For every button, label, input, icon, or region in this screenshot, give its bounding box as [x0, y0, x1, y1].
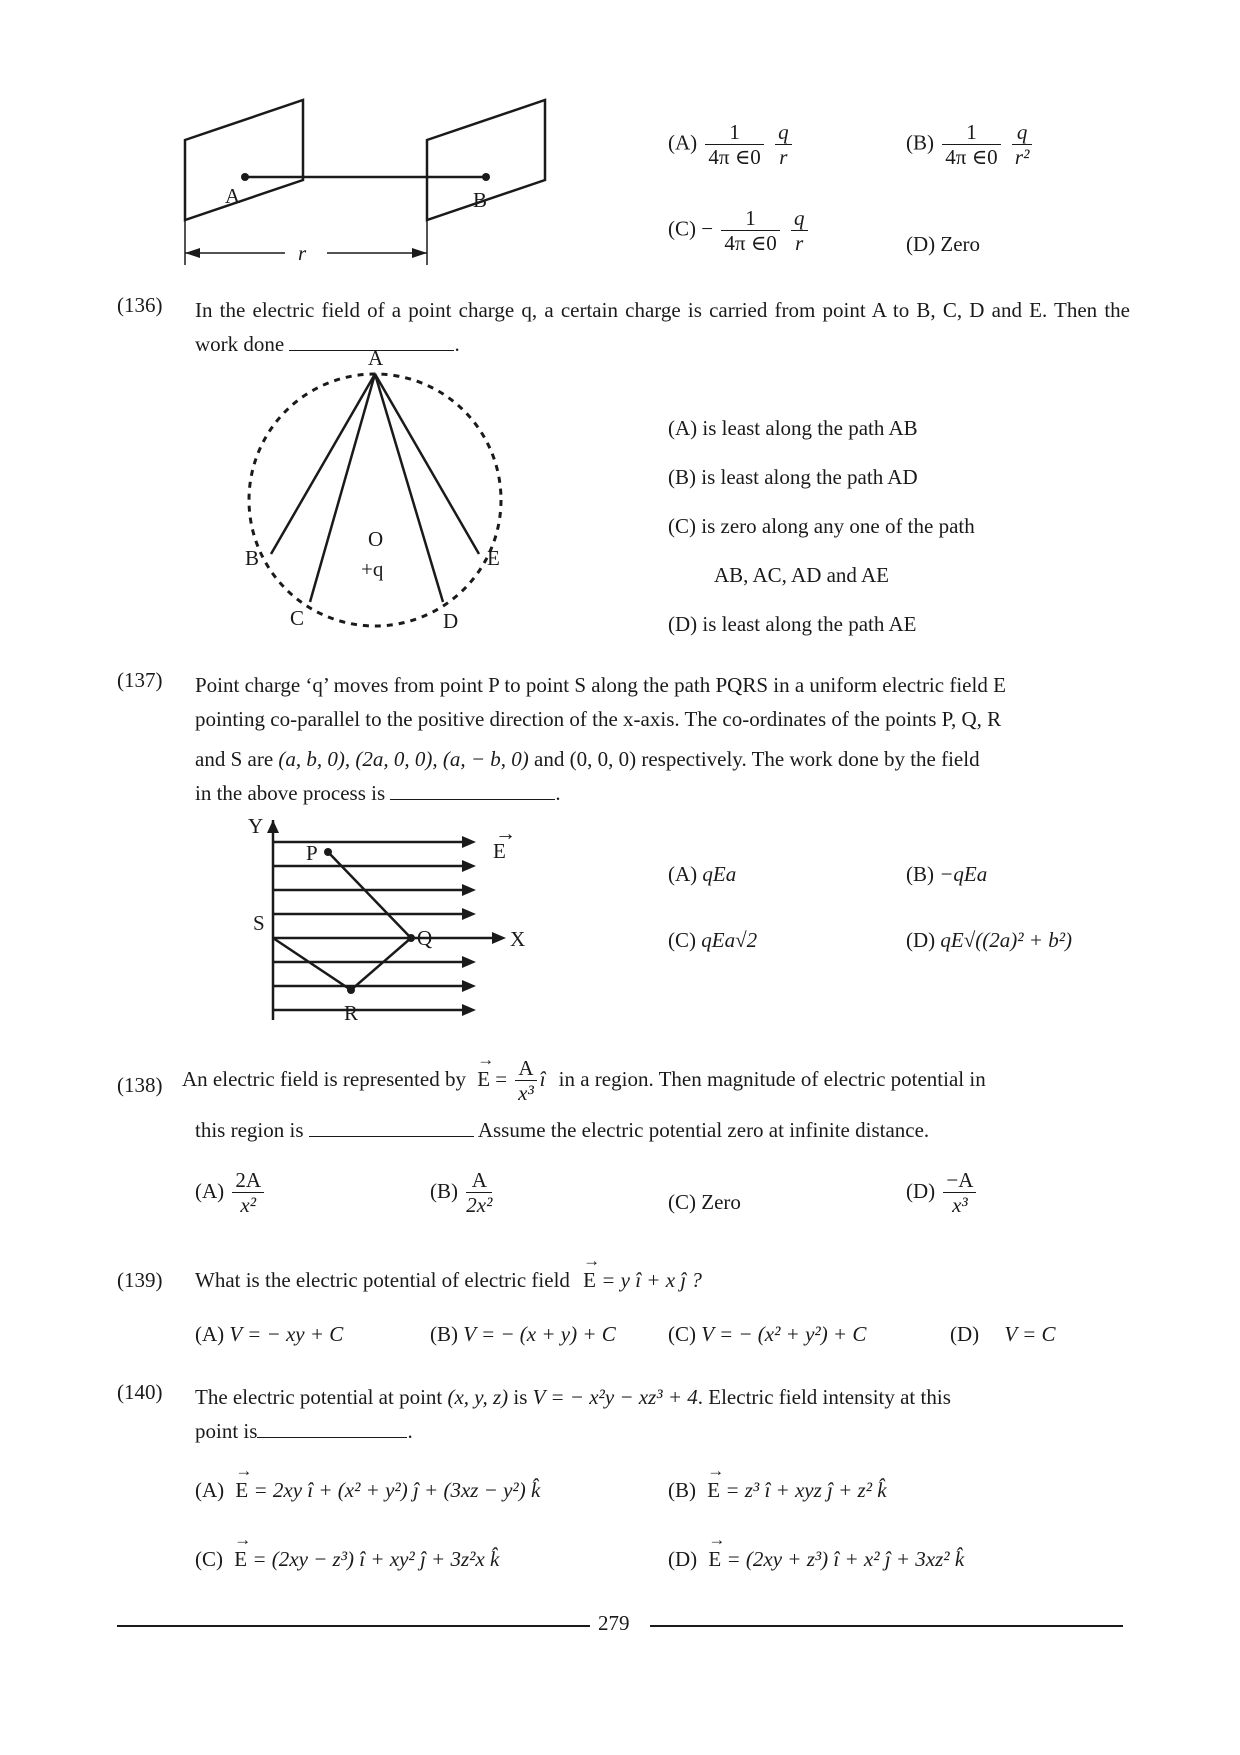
q140-option-a[interactable]: (A) → E = 2xy î + (x² + y²) ĵ + (3xz − y²) k̂	[195, 1478, 540, 1503]
label-a: A	[225, 184, 241, 208]
q136-option-b[interactable]: (B) is least along the path AD	[668, 465, 918, 489]
label-y: Y	[248, 814, 264, 838]
q136-option-c-line2: AB, AC, AD and AE	[714, 563, 890, 587]
label-x: X	[510, 927, 526, 951]
q137-number: (137)	[117, 668, 163, 692]
q138-option-c[interactable]: (C) Zero	[668, 1190, 741, 1214]
q140-option-b[interactable]: (B) → E = z³ î + xyz ĵ + z² k̂	[668, 1478, 887, 1503]
q136-text: In the electric field of a point charge q, a certain charge is carried from point A to B, C, D and E. Then the work done .	[195, 298, 1130, 356]
label-e: E	[487, 546, 500, 570]
q139-text: What is the electric potential of electric field → E = y î + x ĵ ?	[195, 1268, 702, 1293]
q139-option-d[interactable]: (D) V = C	[950, 1322, 1056, 1346]
q137-option-d[interactable]: (D) qE√((2a)² + b²)	[906, 928, 1072, 952]
q140-option-d[interactable]: (D) → E = (2xy + z³) î + x² ĵ + 3xz² k̂	[668, 1547, 964, 1572]
circle-paths-diagram	[235, 346, 515, 640]
q135-option-c[interactable]: (C) − $\frac{1}{4\pi \in 0}$ $\frac{q}{r}$	[668, 206, 811, 255]
label-p: P	[306, 841, 318, 865]
label-d: D	[443, 609, 459, 633]
label-e: E	[493, 839, 506, 863]
footer-rule-right	[650, 1625, 1123, 1627]
q135-option-d[interactable]: (D) Zero	[906, 232, 981, 256]
q138-text: An electric field is represented by → E = $\frac{A}{\text{x³}}$ î in a region. Then magnitude of electric potential in	[182, 1056, 1130, 1106]
q138-option-b[interactable]: (B) $\frac{A}{\text{2x²}}$	[430, 1168, 493, 1217]
q138-option-a[interactable]: (A) $\frac{2A}{\text{x²}}$	[195, 1168, 267, 1218]
svg-text:→: →	[495, 821, 516, 845]
label-r: r	[298, 241, 307, 265]
q136-number: (136)	[117, 293, 163, 317]
footer-rule-left	[117, 1625, 590, 1627]
q140-text: The electric potential at point (x, y, z) is V = − x²y − xz³ + 4. Electric field intensity at this point is .	[195, 1385, 951, 1443]
label-c: C	[290, 606, 305, 630]
label-charge: +q	[361, 557, 384, 581]
label-o: O	[368, 527, 384, 551]
answer-blank	[257, 1437, 407, 1438]
uniform-field-diagram	[240, 814, 540, 1025]
label-a: A	[368, 346, 384, 370]
q137-text: Point charge ‘q’ moves from point P to point S along the path PQRS in a uniform electric field E pointing co-parallel to the positive direction of the x-axis. The co-ordinates of the points P, Q, R and S are (a, b, 0), (2a, 0, 0), (a, − b, 0) and (0, 0, 0) respectively. The work done by the field in the above process is .	[195, 673, 1006, 805]
label-s: S	[253, 911, 265, 935]
q137-option-c[interactable]: (C) qEa√2	[668, 928, 758, 952]
q138-option-d[interactable]: (D) $\frac{-A}{\text{x³}}$	[906, 1168, 979, 1218]
q135-option-b[interactable]: (B) $\frac{1}{4\pi \in 0}$ $\frac{q}{\text{r²}}$	[906, 120, 1035, 169]
q139-option-c[interactable]: (C) V = − (x² + y²) + C	[668, 1322, 867, 1346]
q136-option-c[interactable]: (C) is zero along any one of the path	[668, 514, 975, 538]
label-b: B	[245, 546, 260, 570]
q138-line2: this region is Assume the electric potential zero at infinite distance.	[195, 1118, 930, 1142]
label-r: R	[344, 1001, 359, 1025]
answer-blank	[309, 1136, 474, 1137]
q137-option-b[interactable]: (B) −qEa	[906, 862, 988, 886]
plates-diagram	[170, 100, 570, 270]
q136-option-d[interactable]: (D) is least along the path AE	[668, 612, 917, 636]
q138-number: (138)	[117, 1073, 163, 1097]
q139-option-b[interactable]: (B) V = − (x + y) + C	[430, 1322, 616, 1346]
q140-number: (140)	[117, 1380, 163, 1404]
q137-option-a[interactable]: (A) qEa	[668, 862, 737, 886]
page-number: 279	[598, 1611, 630, 1635]
q136-option-a[interactable]: (A) is least along the path AB	[668, 416, 918, 440]
q139-option-a[interactable]: (A) V = − xy + C	[195, 1322, 344, 1346]
label-q: Q	[417, 926, 433, 950]
q135-option-a[interactable]: (A) $\frac{1}{4\pi \in 0}$ $\frac{q}{r}$	[668, 120, 795, 169]
label-b: B	[473, 188, 488, 212]
answer-blank	[390, 799, 555, 800]
q140-option-c[interactable]: (C) → E = (2xy − z³) î + xy² ĵ + 3z²x k̂	[195, 1547, 499, 1572]
q139-number: (139)	[117, 1268, 163, 1292]
